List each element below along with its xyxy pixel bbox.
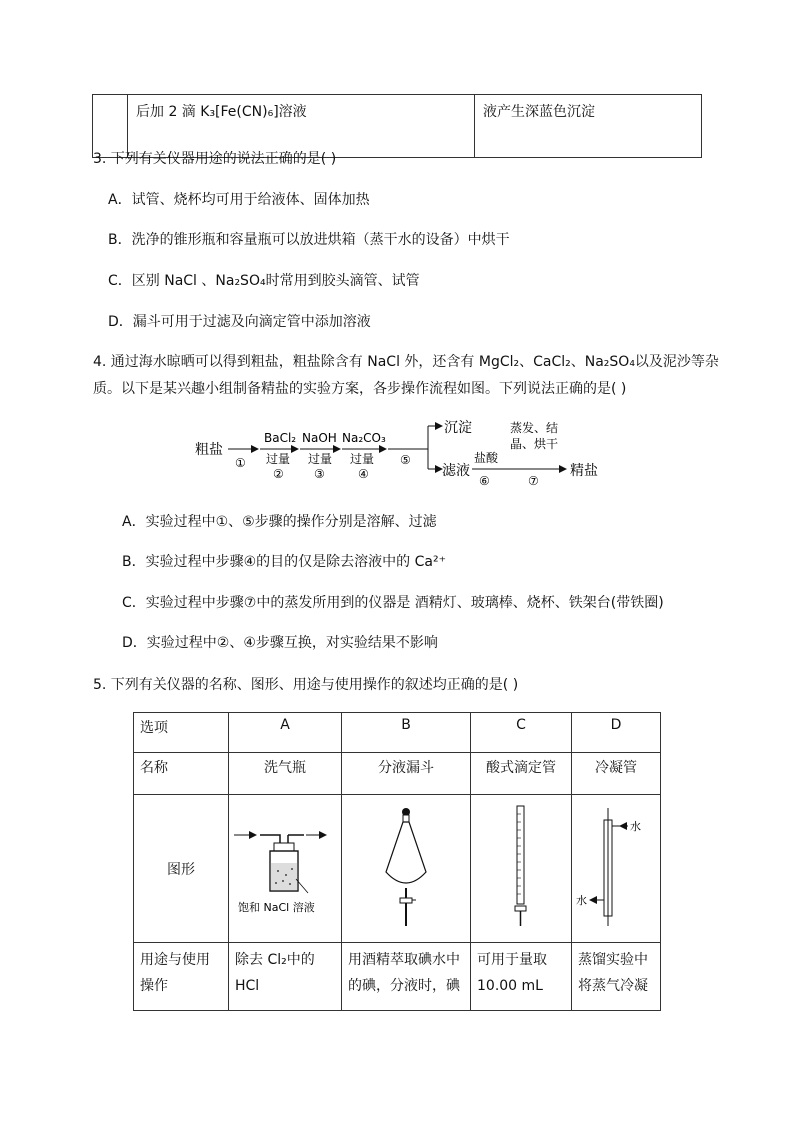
col-d: D <box>572 713 661 753</box>
table-row <box>134 795 661 943</box>
usage-b-line2: 的碘，分液时，碘 <box>348 978 460 994</box>
q4-option-a: A．实验过程中①、⑤步骤的操作分别是溶解、过滤 <box>122 514 437 530</box>
header-option: 选项 <box>134 713 229 753</box>
flow-reagent-6: 盐酸 <box>474 451 499 465</box>
q4-option-b: B．实验过程中步骤④的目的仅是除去溶液中的 Ca²⁺ <box>122 554 446 570</box>
label-saturated-nacl: 饱和 NaCl 溶液 <box>238 900 315 914</box>
figure-a <box>229 795 342 943</box>
flow-diagram <box>180 412 620 492</box>
table-row <box>134 943 661 1011</box>
q5-stem: 5. 下列有关仪器的名称、图形、用途与使用操作的叙述均正确的是( ) <box>93 677 519 693</box>
separatory-funnel-figure <box>376 802 436 932</box>
name-d: 冷凝管 <box>572 753 661 795</box>
name-c: 酸式滴定管 <box>471 753 572 795</box>
label-water-out: 水 <box>576 893 587 907</box>
usage-c-line2: 10.00 mL <box>477 978 543 994</box>
table-row <box>134 753 661 795</box>
name-a: 洗气瓶 <box>229 753 342 795</box>
usage-d-line2: 将蒸气冷凝 <box>578 978 648 994</box>
col-b: B <box>342 713 471 753</box>
flow-step-4: ④ <box>358 467 369 481</box>
usage-a-line1: 除去 Cl₂中的 <box>235 952 315 968</box>
q3-option-c: C．区别 NaCl 、Na₂SO₄时常用到胶头滴管、试管 <box>108 273 420 289</box>
q3-option-d: D．漏斗可用于过滤及向滴定管中添加溶液 <box>108 314 371 330</box>
header-figure: 图形 <box>134 795 229 943</box>
usage-c-line1: 可用于量取 <box>477 952 547 968</box>
table-row <box>134 713 661 753</box>
figure-b <box>342 795 471 943</box>
usage-a-line2: HCl <box>235 978 260 994</box>
figure-c <box>471 795 572 943</box>
label-water-in: 水 <box>630 819 641 833</box>
condenser-figure <box>576 802 656 932</box>
flow-step-3: ③ <box>314 467 325 481</box>
flow-amount-4: 过量 <box>350 452 375 466</box>
flow-filtrate: 滤液 <box>442 463 470 479</box>
flow-precipitate: 沉淀 <box>444 420 472 436</box>
usage-b-line1: 用酒精萃取碘水中 <box>348 952 460 968</box>
instrument-table <box>133 712 661 1011</box>
usage-d <box>572 943 661 1011</box>
header-usage: 用途与使用操作 <box>134 943 229 1011</box>
q3-option-b: B．洗净的锥形瓶和容量瓶可以放进烘箱（蒸干水的设备）中烘干 <box>108 232 510 248</box>
step-cell: 后加 2 滴 K₃[Fe(CN)₆]溶液 <box>128 95 475 158</box>
flow-op7-line2: 晶、烘干 <box>510 437 559 451</box>
flow-start: 粗盐 <box>195 442 223 458</box>
flow-step-6: ⑥ <box>479 474 490 488</box>
q4-option-d: D．实验过程中②、④步骤互换，对实验结果不影响 <box>122 635 438 651</box>
result-cell: 液产生深蓝色沉淀 <box>475 95 702 158</box>
col-a: A <box>229 713 342 753</box>
gas-washing-bottle-figure <box>230 807 340 927</box>
flow-reagent-4: Na₂CO₃ <box>342 431 386 445</box>
flow-reagent-3: NaOH <box>302 431 337 445</box>
usage-b <box>342 943 471 1011</box>
q4-option-c: C．实验过程中步骤⑦中的蒸发所用到的仪器是 酒精灯、玻璃棒、烧杯、铁架台(带铁圈) <box>122 595 664 611</box>
header-name: 名称 <box>134 753 229 795</box>
q3-stem: 3. 下列有关仪器用途的说法正确的是( ) <box>93 151 337 167</box>
q3-option-a: A．试管、烧杯均可用于给液体、固体加热 <box>108 192 370 208</box>
figure-d <box>572 795 661 943</box>
flow-step-5: ⑤ <box>400 453 411 467</box>
acid-burette-figure <box>491 802 551 932</box>
flow-step-7: ⑦ <box>528 474 539 488</box>
col-c: C <box>471 713 572 753</box>
usage-d-line1: 蒸馏实验中 <box>578 952 648 968</box>
flow-amount-3: 过量 <box>308 452 333 466</box>
name-b: 分液漏斗 <box>342 753 471 795</box>
flow-amount-2: 过量 <box>266 452 291 466</box>
flow-product: 精盐 <box>570 463 598 479</box>
q4-stem-line1: 4. 通过海水晾晒可以得到粗盐，粗盐除含有 NaCl 外，还含有 MgCl₂、CaCl₂、Na₂SO₄以及泥沙等杂 <box>93 354 719 370</box>
flow-step-2: ② <box>273 467 284 481</box>
usage-c <box>471 943 572 1011</box>
usage-a <box>229 943 342 1011</box>
flow-op7-line1: 蒸发、结 <box>510 421 559 435</box>
q4-stem-line2: 质。以下是某兴趣小组制备精盐的实验方案，各步操作流程如图。下列说法正确的是( ) <box>93 381 627 397</box>
flow-step-1: ① <box>235 456 246 470</box>
flow-reagent-2: BaCl₂ <box>264 431 297 445</box>
